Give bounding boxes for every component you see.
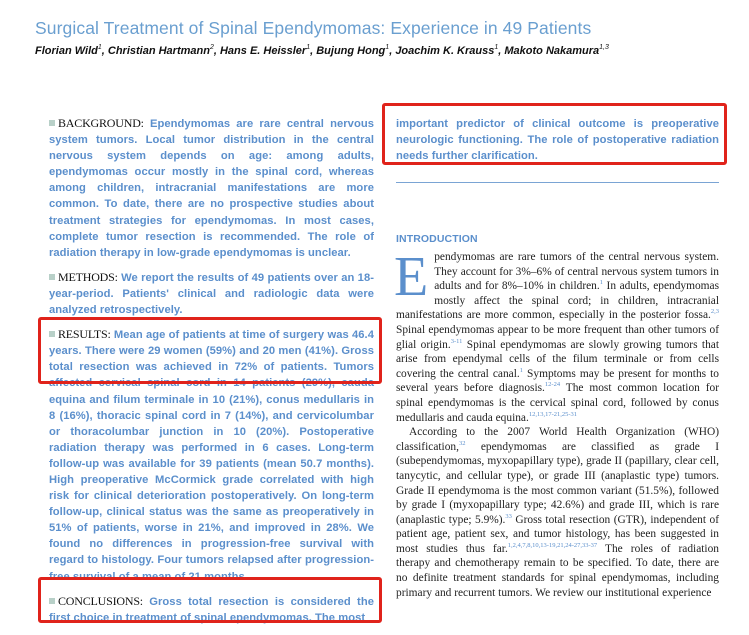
- citation-ref[interactable]: 32: [458, 439, 466, 447]
- section-label: CONCLUSIONS:: [58, 593, 143, 608]
- section-divider: [396, 182, 719, 183]
- author: Florian Wild$^1$: [35, 44, 102, 57]
- section-label: RESULTS:: [58, 327, 111, 342]
- section-bullet-icon: [49, 120, 55, 126]
- citation-ref[interactable]: 1: [519, 366, 524, 374]
- conclusions-continued-highlight: [382, 103, 727, 165]
- abstract-methods: [49, 269, 374, 318]
- author: Joachim K. Krauss$^1$: [395, 44, 499, 57]
- section-label: BACKGROUND:: [58, 116, 144, 130]
- introduction-paragraph: Ependymomas are rare tumors of the central nervous system. They account for 3%–6% of central nervous system tumors in adults and for 8%–10% in children.$^1$ In adults, ependymomas mostly affect the spinal cord; in children, intracranial manifestations are more common, especially in the posterior fossa.$^{2,3}$ Spinal ependymomas appear to be more frequent than other tumors of glial origin.$^{3-11}$ Spinal ependymomas are slowly growing tumors that arise from ependymal cells of the filum terminale or from cells covering the central canal.$^1$ Symptoms may be present for months to several years before diagnosis.$^{12-24}$ The most common location for spinal ependymomas is the cervical spinal cord, followed by conus medullaris and cauda equina.$^{12,13,17-21,25-31}$: [394, 246, 720, 424]
- introduction-body: [394, 246, 720, 600]
- citation-ref[interactable]: 33: [505, 512, 512, 520]
- conclusions-highlight: [38, 577, 382, 623]
- section-bullet-icon: [49, 274, 55, 280]
- paper-title: Surgical Treatment of Spinal Ependymomas: Experience in 49 Patients: [35, 18, 592, 38]
- abstract-conclusions-continued: important predictor of clinical outcome is preoperative neurologic functioning. The role of postoperative radiation needs further clarification.: [396, 118, 719, 163]
- abstract-background: [49, 115, 374, 261]
- section-text: Ependymomas are rare central nervous system tumors. Local tumor distribution in the central nervous system depends on age: among adults, ependymomas occur mostly in the spinal cord, whereas among children, intracranial manifestations are more common. To date, there are no prospective studies about treatment strategies for ependymomas. In most cases, complete tumor resection is recommended. The role of radiation therapy in low-grade ependymomas is unclear.: [49, 118, 374, 259]
- citation-ref[interactable]: 2,3: [710, 308, 719, 316]
- citation-ref[interactable]: 12,13,17-21,25-31: [528, 410, 578, 418]
- section-label: METHODS:: [58, 269, 118, 284]
- citation-ref[interactable]: 1,2,4,7,8,10,13-19,21,24-27,33-37: [507, 541, 598, 549]
- author: Makoto Nakamura$^{1,3}$: [504, 44, 609, 57]
- author: Bujung Hong$^1$: [316, 44, 390, 57]
- drop-cap: E: [394, 246, 429, 308]
- section-text: Gross total resection is considered the first choice in treatment of spinal ependymomas. The most: [49, 595, 374, 624]
- citation-ref[interactable]: 12-24: [544, 381, 561, 389]
- section-text: Mean age of patients at time of surgery was 46.4 years. There were 29 women (59%) and 20 men (41%). Gross total resection was achieved in 72% of patients. Tumors affected cervical spinal cord in 14 patients (29%), cauda equina and filum terminale in 10 (21%), conus medullaris in 8 (16%), thoracic spinal cord in 7 (14%), and cervicolumbar or thoracolumbar junction in 10 (20%). Postoperative radiation therapy was performed in 6 cases. Long-term follow-up was available for 39 patients (mean 50.7 months). High preoperative McCormick grade correlated with high risk for clinical deterioration postoperatively. On long-term follow-up, clinical status was the same as preoperatively in 51% of patients, worse in 21%, and improved in 28%. We found no differences in progression-free survival with regard to histology. Four tumors relapsed after progression-free survival of a mean of 21 months.: [49, 329, 374, 583]
- author: Hans E. Heissler$^1$: [219, 44, 311, 57]
- section-text: We report the results of 49 patients over an 18-year-period. Patients' clinical and radiologic data were analyzed retrospectively.: [49, 271, 374, 317]
- author: Christian Hartmann$^2$: [107, 44, 214, 57]
- results-highlight: [38, 317, 382, 384]
- introduction-heading: INTRODUCTION: [396, 233, 478, 245]
- citation-ref[interactable]: 3-11: [450, 337, 463, 345]
- author-list: Florian Wild$^1$, Christian Hartmann$^2$, Hans E. Heissler$^1$, Bujung Hong$^1$, Joachim K. Krauss$^1$, Makoto Nakamura$^{1,3}$: [35, 44, 609, 57]
- introduction-paragraph: According to the 2007 World Health Organization (WHO) classification,$^{32}$ ependymomas are classified as grade I (subependymomas, myxopapillary type), grade II (papillary, clear cell, tanycytic, and cellular type), or grade III (anaplastic type) tumors. Grade II ependymoma is the most common variant (51.5%), followed by grade I (myxopapillary type; 42.6%) and grade III, which is rare (anaplastic type; 5.9%).$^{33}$ Gross total resection (GTR), independent of patient age, patient sex, and tumor histology, has been suggested in most studies thus far.$^{1,2,4,7,8,10,13-19,21,24-27,33-37}$ The roles of radiation therapy and chemotherapy remain to be specified. To date, there are no definite treatment standards for spinal ependymomas, including primary and recurrent tumors. We review our institutional experience: [396, 426, 719, 599]
- citation-ref[interactable]: 1: [599, 279, 603, 287]
